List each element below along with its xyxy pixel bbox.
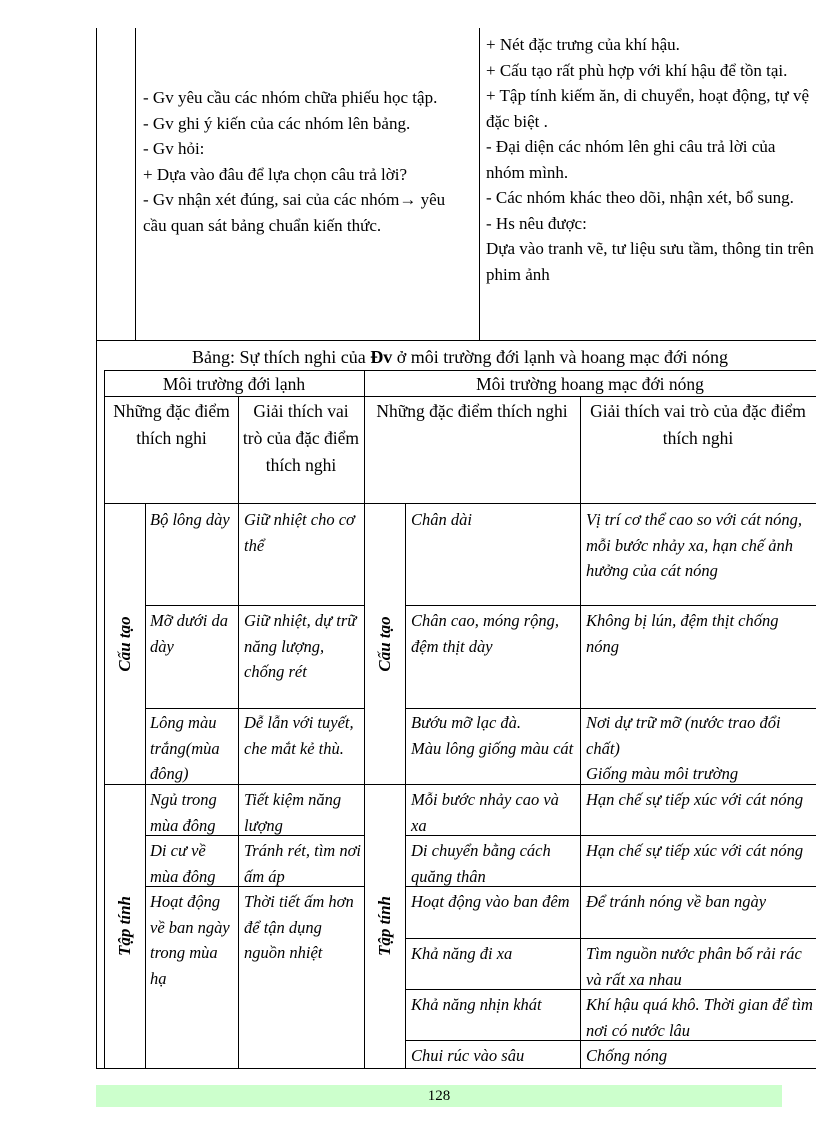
cold-structure-feature-1: Bộ lông dày: [150, 510, 230, 529]
cold-behavior-feature-1: Ngủ trong mùa đông: [150, 790, 217, 835]
caption-bold: Đv: [370, 347, 393, 367]
cold-group-line: [145, 503, 146, 1068]
outer-left-line: [96, 340, 97, 1069]
cold-behavior-explain-2: Tránh rét, tìm nơi ấm áp: [244, 841, 361, 886]
caption-prefix: Bảng:: [191, 347, 235, 367]
desert-structure-feature-3: Bướu mỡ lạc đà. Màu lông giống màu cát: [411, 713, 574, 758]
desert-behavior-feature-3: Hoạt động vào ban đêm: [411, 892, 570, 911]
cold-behavior-feature-2: Di cư về mùa đông: [150, 841, 216, 886]
page-number-bar: [96, 1085, 782, 1107]
header-cold-features: Những đặc điểm thích nghi: [113, 401, 230, 448]
cold-behavior-label: Tập tính: [115, 896, 134, 956]
cold-structure-feature-3: Lông màu trắng(mùa đông): [150, 713, 220, 783]
desert-behavior-explain-5: Khí hậu quá khô. Thời gian để tìm nơi có nước lâu: [586, 995, 813, 1040]
cold-structure-label: Cấu tạo: [115, 616, 134, 672]
desert-structure-explain-3: Nơi dự trữ mỡ (nước trao đổi chất) Giống màu môi trường: [586, 713, 781, 783]
header-desert-explain: Giải thích vai trò của đặc điểm thích nghi: [590, 401, 806, 448]
cold-mid-line: [238, 396, 239, 1068]
table-caption: [110, 344, 810, 370]
page-number: 128: [427, 1088, 451, 1104]
desert-behavior-feature-4: Khả năng đi xa: [411, 944, 513, 963]
cold-structure-explain-2: Giữ nhiệt, dự trữ năng lượng, chống rét: [244, 611, 357, 681]
desert-behavior-explain-4: Tìm nguồn nước phân bố rải rác và rất xa nhau: [586, 944, 802, 989]
desert-behavior-feature-1: Mỗi bước nhảy cao và xa: [411, 790, 559, 835]
header-cold-environment: Môi trường đới lạnh: [162, 374, 306, 394]
desert-behavior-explain-3: Để tránh nóng về ban ngày: [586, 892, 767, 911]
desert-structure-label: Cấu tạo: [375, 616, 394, 672]
header-bottom-line: [104, 503, 816, 504]
table-left-line: [104, 370, 105, 1068]
desert-structure-explain-1: Vị trí cơ thể cao so với cát nóng, mỗi bước nhảy xa, hạn chế ảnh hưởng của cát nóng: [586, 510, 803, 580]
desert-behavior-label: Tập tính: [375, 896, 394, 956]
desert-row1-line: [405, 605, 816, 606]
cold-row2-line: [145, 708, 364, 709]
desert-structure-explain-2: Không bị lún, đệm thịt chống nóng: [586, 611, 779, 656]
section-divider-line: [364, 370, 365, 1068]
top-left-border: [96, 28, 97, 340]
desert-row6-line: [405, 938, 816, 939]
desert-group-line: [405, 503, 406, 1068]
desert-behavior-feature-5: Khả năng nhịn khát: [411, 995, 542, 1014]
top-middle-line: [479, 28, 480, 340]
cold-behavior-feature-3: Hoạt động về ban ngày trong mùa hạ: [150, 892, 230, 988]
cold-structure-feature-2: Mỡ dưới da dày: [150, 611, 228, 656]
header-desert-features: Những đặc điểm thích nghi: [376, 401, 568, 421]
desert-behavior-explain-2: Hạn chế sự tiếp xúc với cát nóng: [586, 841, 804, 860]
top-bottom-line: [96, 340, 816, 341]
caption-suffix: ở môi trường đới lạnh và hoang mạc đới nóng: [392, 347, 729, 367]
desert-behavior-explain-6: Chống nóng: [586, 1046, 668, 1065]
desert-behavior-explain-1: Hạn chế sự tiếp xúc với cát nóng: [586, 790, 804, 809]
cold-behavior-explain-1: Tiết kiệm năng lượng: [244, 790, 342, 835]
desert-structure-feature-2: Chân cao, móng rộng, đệm thịt dày: [411, 611, 560, 656]
desert-structure-feature-1: Chân dài: [411, 510, 472, 529]
teacher-activity-text: - Gv yêu cầu các nhóm chữa phiếu học tập. - Gv ghi ý kiến của các nhóm lên bảng. - Gv hỏi: + Dựa vào đâu để lựa chọn câu trả lời? - Gv nhận xét đúng, sai của các nhóm→ yêu cầu quan sát bảng chuẩn kiến thức.: [143, 88, 446, 235]
top-inner-left-line: [135, 28, 136, 340]
student-activity-text: + Nét đặc trưng của khí hậu. + Cấu tạo rất phù hợp với khí hậu để tồn tại. + Tập tính kiếm ăn, di chuyển, hoạt động, tự vệ đặc biệt . - Đại diện các nhóm lên ghi câu trả lời của nhóm mình. - Các nhóm khác theo dõi, nhận xét, bổ sung. - Hs nêu được: Dựa vào tranh vẽ, tư liệu sưu tầm, thông tin trên phim ảnh: [486, 35, 814, 284]
cold-row1-line: [145, 605, 364, 606]
header-desert-environment: Môi trường hoang mạc đới nóng: [476, 374, 704, 394]
desert-mid-line: [580, 396, 581, 1068]
caption-mid: Sự thích nghi của: [234, 347, 371, 367]
cold-structure-explain-3: Dễ lẫn với tuyết, che mắt kẻ thù.: [244, 713, 354, 758]
cold-structure-explain-1: Giữ nhiệt cho cơ thể: [244, 510, 355, 555]
cold-behavior-explain-3: Thời tiết ấm hơn để tận dụng nguồn nhiệt: [244, 892, 354, 962]
desert-behavior-feature-6: Chui rúc vào sâu: [411, 1046, 525, 1065]
desert-behavior-feature-2: Di chuyển bằng cách quăng thân: [411, 841, 551, 886]
header-cold-explain: Giải thích vai trò của đặc điểm thích nghi: [242, 401, 360, 475]
desert-row2-line: [405, 708, 816, 709]
